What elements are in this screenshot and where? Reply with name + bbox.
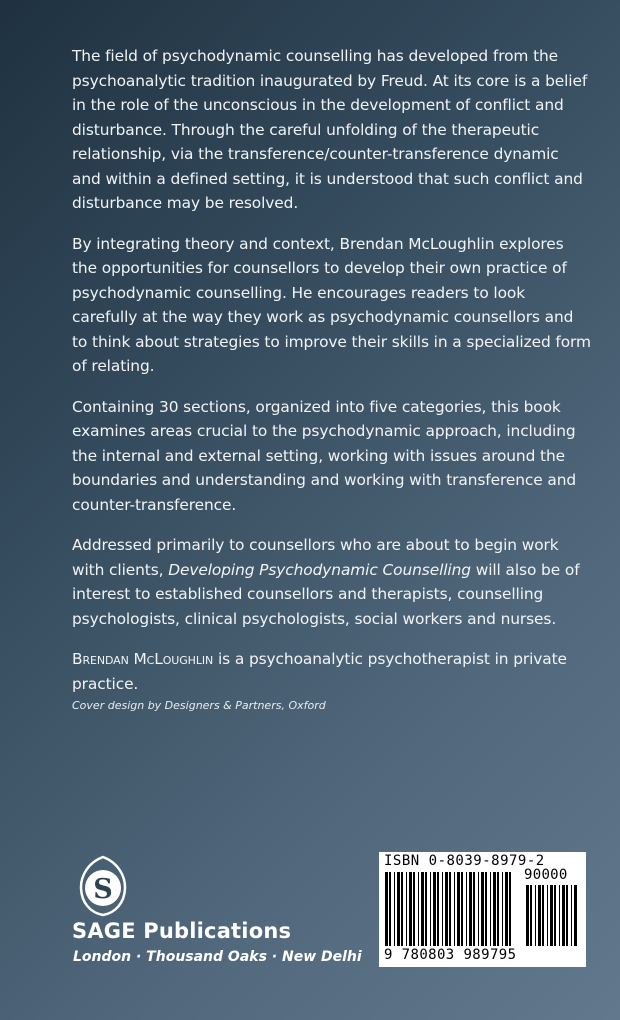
- barcode-bar: [490, 872, 491, 946]
- barcode-bar: [430, 872, 431, 946]
- barcode-bar: [406, 872, 407, 946]
- barcode-bar: [454, 872, 455, 946]
- barcode-bar: [413, 872, 415, 946]
- barcode-bar: [478, 872, 479, 946]
- sage-logo-icon: [77, 855, 129, 917]
- blurb-paragraph-3: Containing 30 sections, organized into five categories, this book examines areas crucial to the psychodynamic approach, including the internal and external setting, working with issues around the boundaries and understanding and working with transference and counter-transference.: [72, 397, 577, 514]
- author-bio: [72, 647, 592, 696]
- barcode-bar: [502, 872, 503, 946]
- barcode-bar: [389, 872, 391, 946]
- addon-bar: [530, 885, 532, 946]
- barcode-bar: [466, 872, 467, 946]
- barcode-label: [379, 852, 586, 967]
- barcode-bar: [485, 872, 487, 946]
- barcode-bar: [437, 872, 439, 946]
- barcode-bar: [394, 872, 395, 946]
- addon-bar: [574, 885, 577, 946]
- barcode-bar: [473, 872, 475, 946]
- addon-bar: [547, 885, 548, 946]
- author-bio-text: is a psychoanalytic psychotherapist in private practice.: [72, 650, 567, 693]
- addon-bar: [535, 885, 536, 946]
- barcode-bar: [497, 872, 499, 946]
- addon-bar: [562, 885, 565, 946]
- barcode-bar: [461, 872, 463, 946]
- barcode-bar: [425, 872, 427, 946]
- barcode-bar: [509, 872, 511, 946]
- barcode-bar: [493, 872, 496, 946]
- addon-bar: [550, 885, 553, 946]
- sage-logo-letter: S: [93, 874, 113, 905]
- blurb-paragraph-4-end: will also be of interest to established counsellors and therapists, counselling psychologists, clinical psychologists, social workers and nurses.: [72, 560, 580, 628]
- book-title: Developing Psychodynamic Counselling: [168, 560, 471, 579]
- isbn-text: ISBN 0-8039-8979-2: [384, 853, 545, 869]
- addon-bar: [538, 885, 541, 946]
- barcode-bar: [481, 872, 484, 946]
- publisher-cities: London · Thousand Oaks · New Delhi: [73, 949, 362, 965]
- addon-bar: [566, 885, 568, 946]
- barcode-bar: [397, 872, 400, 946]
- ean-digits: 9 780803 989795: [384, 947, 517, 963]
- barcode-bar: [469, 872, 472, 946]
- addon-bar: [554, 885, 556, 946]
- addon-bar: [559, 885, 560, 946]
- barcode-bar: [409, 872, 412, 946]
- blurb-paragraph-2: By integrating theory and context, Brendan McLoughlin explores the opportunities for counsellors to develop their own practice of psychodynamic counselling. He encourages readers to look carefully at the way they work as psychodynamic counsellors and to think about strategies to improve their skills in a specialized form of relating.: [72, 234, 591, 375]
- blurb-paragraph-1: The field of psychodynamic counselling has developed from the psychoanalytic tradition inaugurated by Freud. At its core is a belief in the role of the unconscious in the development of conflict and disturbance. Through the careful unfolding of the therapeutic relationship, via the transference/counter-transference dynamic and within a defined setting, it is understood that such conflict and disturbance may be resolved.: [72, 47, 588, 212]
- blurb-paragraph-4-start: Addressed primarily to counsellors who are about to begin work with clients,: [72, 536, 559, 579]
- barcode-bar: [505, 872, 508, 946]
- barcode-bar: [445, 872, 448, 946]
- back-cover-blurb: [72, 44, 592, 712]
- barcode-bar: [442, 872, 443, 946]
- barcode-bar: [457, 872, 460, 946]
- price-addon-code: 90000: [524, 867, 568, 883]
- barcode-bar: [449, 872, 451, 946]
- cover-design-credit: Cover design by Designers & Partners, Oxford: [72, 699, 326, 712]
- publisher-name: SAGE Publications: [72, 919, 292, 943]
- blurb-paragraph-4: [72, 533, 592, 631]
- addon-bar: [571, 885, 572, 946]
- addon-bar: [526, 885, 529, 946]
- barcode-bar: [433, 872, 436, 946]
- barcode-bar: [418, 872, 419, 946]
- author-name: Brendan McLoughlin: [72, 650, 214, 668]
- barcode-bar: [401, 872, 403, 946]
- barcode-bar: [385, 872, 388, 946]
- barcode-bar: [421, 872, 424, 946]
- addon-bar: [542, 885, 544, 946]
